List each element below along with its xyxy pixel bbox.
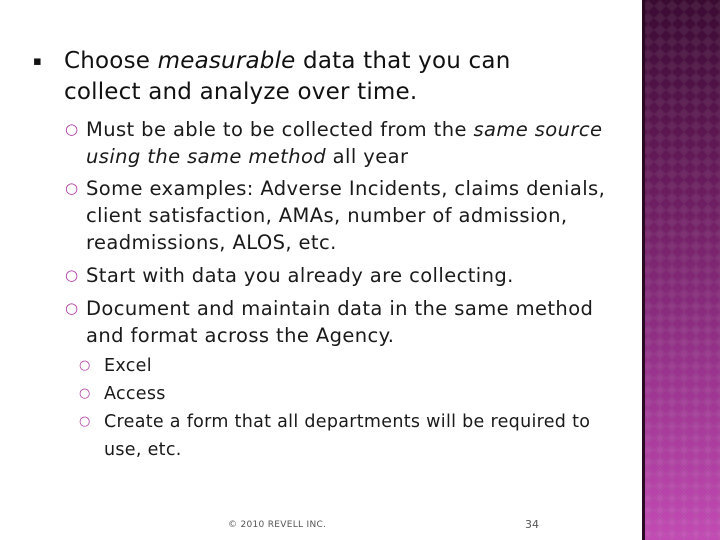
bullet-text: all year (326, 145, 409, 168)
bullet-text: Some examples: Adverse Incidents, claims denials, client satisfaction, AMAs, number of admission, readmissions, ALOS, etc. (86, 177, 606, 254)
sub-bullet-excel (79, 352, 604, 380)
bullet-text: data that you can collect and analyze over time. (64, 48, 511, 105)
circle-bullet-icon: ○ (65, 299, 79, 317)
sub-bullet-access (79, 380, 604, 408)
page-number: 34 (525, 518, 539, 531)
circle-bullet-icon: ○ (79, 358, 91, 373)
square-bullet-icon: ▪ (33, 54, 43, 69)
bullet-document-data (65, 295, 606, 349)
bullet-start-with-data (65, 262, 606, 289)
bullet-text: Document and maintain data in the same method and format across the Agency. (86, 297, 594, 347)
sub-bullet-text: Access (104, 384, 166, 404)
circle-bullet-icon: ○ (79, 386, 91, 401)
circle-bullet-icon: ○ (65, 266, 79, 284)
decorative-sidebar (642, 0, 720, 540)
emphasis-text: same source using the same method (86, 118, 603, 168)
footer-copyright: © 2010 REVELL INC. (228, 520, 327, 530)
bullet-measurable-data (33, 46, 584, 108)
emphasis-text: measurable (157, 48, 296, 74)
circle-bullet-icon: ○ (79, 414, 91, 429)
bullet-examples (65, 175, 606, 256)
circle-bullet-icon: ○ (65, 120, 79, 138)
bullet-same-source (65, 116, 606, 170)
circle-bullet-icon: ○ (65, 179, 79, 197)
bullet-text: Choose (64, 48, 158, 74)
diamond-pattern-graphic (642, 0, 720, 540)
sub-bullet-text: Create a form that all departments will be required to use, etc. (104, 412, 591, 460)
sub-bullet-text: Excel (104, 356, 152, 376)
sidebar-divider (642, 0, 645, 540)
bullet-text: Must be able to be collected from the (86, 118, 474, 141)
sub-bullet-create-form (79, 408, 604, 464)
bullet-text: Start with data you already are collecting. (86, 264, 514, 287)
